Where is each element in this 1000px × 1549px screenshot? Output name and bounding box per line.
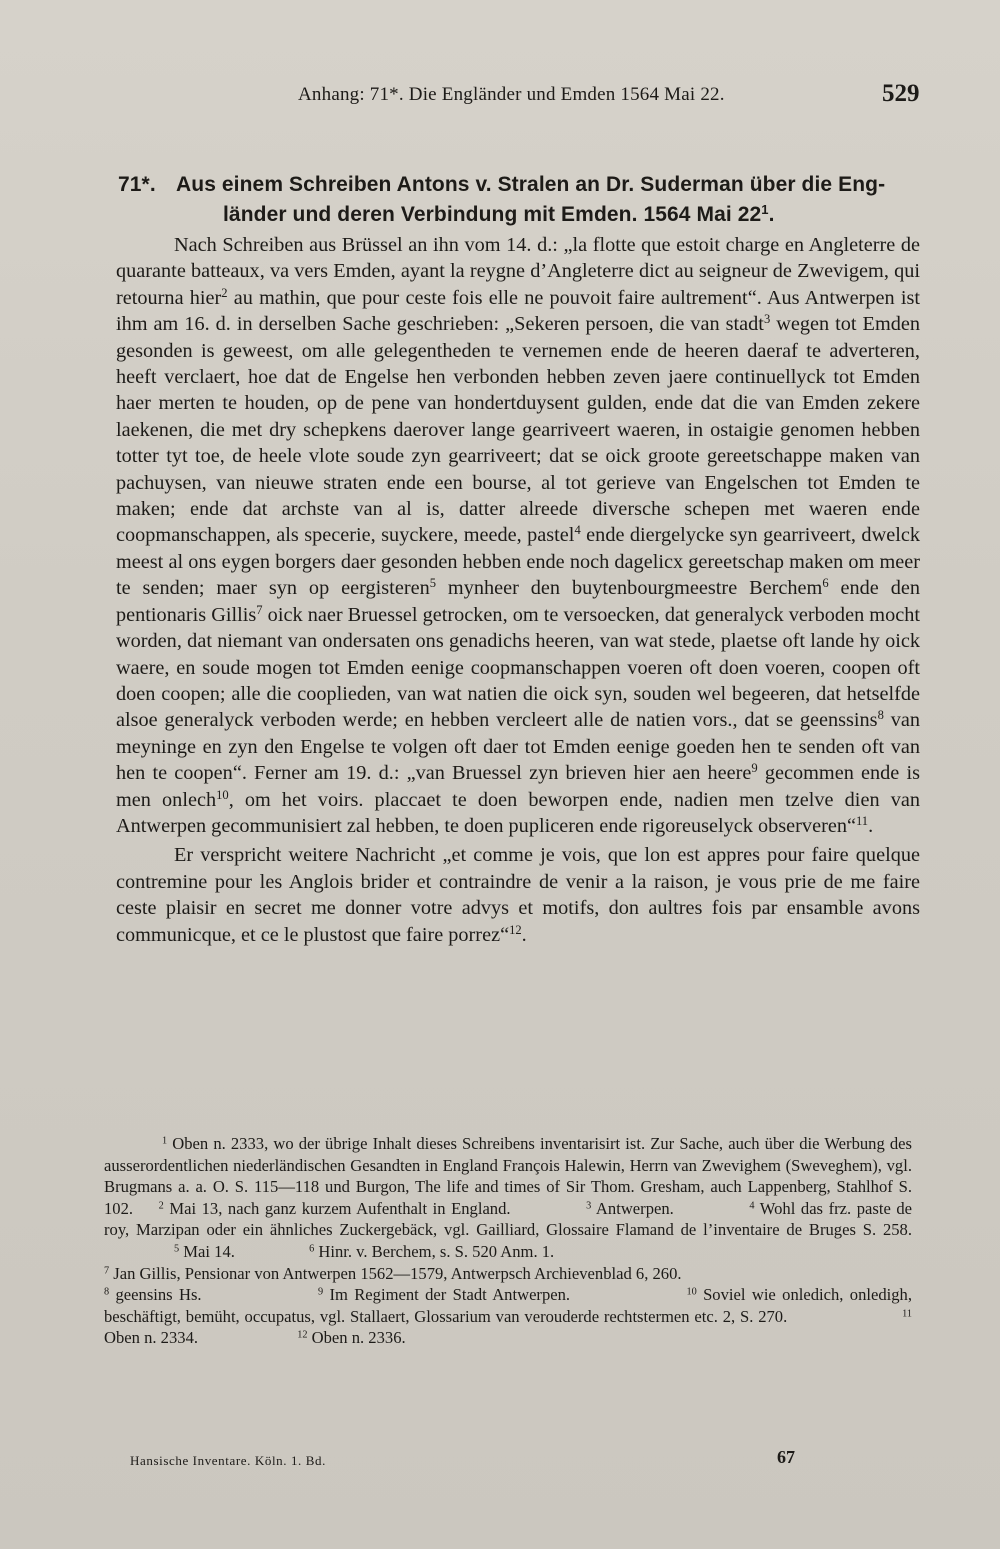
footnote-ref: 11 xyxy=(855,814,869,829)
footnote-number: 11 xyxy=(902,1308,912,1320)
footnote-number: 10 xyxy=(686,1286,697,1298)
text-run: mynheer den buytenbourgmeestre Berchem xyxy=(436,577,823,600)
sheet-number: 67 xyxy=(777,1447,795,1467)
text-run: , om het voirs. placcaet te doen beworpen ende, nadien men tzelve dien van Antwerpen gecommunisiert zal hebben, te doen pupliceren ende rigoreuselyck observeren“ xyxy=(116,788,920,837)
paragraph-2 xyxy=(116,842,920,948)
series-title: Hansische Inventare. Köln. 1. Bd. xyxy=(130,1453,326,1468)
text-run: gecommen ende is men onlech xyxy=(116,762,920,811)
heading-line-1: Aus einem Schreiben Antons v. Stralen an Dr. Suderman über die Eng- xyxy=(176,173,886,196)
text-run: . xyxy=(521,923,527,946)
footnote-number: 5 xyxy=(174,1243,180,1255)
footnote-ref: 5 xyxy=(429,576,437,591)
footnote-number: 1 xyxy=(162,1135,168,1147)
footnote-text: Soviel wie onledich, onledigh, beschäftigt, bemüht, occupatus, vgl. Stallaert, Glossarium van verouderde rechtstermen etc. 2, S. 270. xyxy=(104,1285,913,1326)
footnotes xyxy=(104,1133,912,1349)
footnote-ref: 2 xyxy=(221,285,228,300)
text-run: . xyxy=(868,814,874,837)
footnote-text: Mai 14. xyxy=(179,1241,235,1261)
footnote-text: Oben n. 2333, wo der übrige Inhalt dieses Schreibens inventarisirt ist. Zur Sache, auch über die Werbung des ausserordentlichen niederländischen Gesandten in England François Halewin, Herrn van Zwevighem (Sweveghem), vgl. Brugmans a. a. O. S. 115—118 und Burgon, The life and times of Sir Thom. Gresham, auch Lappenberg, Stahlhof S. 102. xyxy=(104,1134,912,1218)
page-footer xyxy=(0,1447,1000,1473)
text-run: van meyninge en zyn den Engelse te volgen oft daer tot Emden eenige goeden hen te senden oft van hen te coopen“. Ferner am 19. d.: „van Bruessel zyn brieven hier aen heere xyxy=(116,709,921,785)
heading-line-2: länder und deren Verbindung mit Emden. 1564 Mai 22 xyxy=(223,203,762,226)
paragraph-1 xyxy=(116,232,920,839)
footnote-block xyxy=(104,1263,912,1285)
footnote-number: 12 xyxy=(297,1329,308,1341)
footnote-ref: 6 xyxy=(822,576,829,591)
running-title: Anhang: 71*. Die Engländer und Emden 1564 Mai 22. xyxy=(298,84,725,105)
document-heading xyxy=(118,170,928,230)
text-run: Er verspricht weitere Nachricht „et comme je vois, que lon est appres pour faire quelque contremine pour les Anglois brider et contraindre de venir a la raison, je vous prie de me faire ceste plaisir en secret me donner votre advys et motifs, don aultres fois par ensamble avons communicque, et ce le plustost que faire porrez“ xyxy=(116,844,920,946)
page-header xyxy=(0,78,1000,114)
text-run: Nach Schreiben aus Brüssel an ihn vom 14. d.: „la flotte que estoit charge en Angleterre de quarante batteaux, va vers Emden, ayant la reygne d’Angleterre dict au seigneur de Zwevigem, qui retourna hier xyxy=(116,234,920,309)
body-text xyxy=(116,232,920,948)
footnote-block xyxy=(104,1284,912,1349)
footnote-text: Im Regiment der Stadt Antwerpen. xyxy=(323,1285,571,1305)
footnote-text: geensins Hs. xyxy=(109,1285,202,1305)
heading-end: . xyxy=(768,203,775,226)
footnote-ref: 4 xyxy=(574,523,581,538)
footnote-text: Jan Gillis, Pensionar von Antwerpen 1562—1579, Antwerpsch Archievenblad 6, 260. xyxy=(109,1263,682,1283)
footnote-ref: 3 xyxy=(763,312,771,327)
footnote-text: Hinr. v. Berchem, s. S. 520 Anm. 1. xyxy=(314,1241,555,1261)
footnote-number: 7 xyxy=(104,1264,110,1276)
text-run: wegen tot Emden gesonden is geweest, om alle gelegentheden te vernemen ende de heeren daeraf te adverteren, heeft verclaert, hoe dat de Engelse hen verbonden hebben zeven jaere continuellyck tot Emden haer merten te houden, op de pene van hondertduysent gulden, ende dat die van Emden zekere laekenen, die met dry schepkens daerover lange gearriveert waeren, in ostaigie genomen hebben totter tyt toe, de heele vlote soude zyn gearriveert; dat se oick groote gereetschappe maken van pachuysen, van nieuwe straten ende een bourse, al tot gerieve van Engelschen tot Emden te maken; ende dat archste van al is, datter alreede diversche schepen met waeren ende coopmanschappen, als specerie, suyckere, meede, pastel xyxy=(116,313,920,547)
footnote-block xyxy=(104,1133,912,1263)
footnote-ref: 9 xyxy=(751,761,758,776)
footnote-number: 6 xyxy=(309,1243,315,1255)
page-number: 529 xyxy=(882,80,920,107)
footnote-ref: 8 xyxy=(877,708,884,723)
footnote-number: 9 xyxy=(317,1286,324,1298)
footnote-ref: 7 xyxy=(256,602,263,617)
footnote-number: 2 xyxy=(158,1200,164,1212)
text-run: ende diergelycke syn gearriveert, dwelck meest al ons eygen borgers daer gesonden hebben ende noch dagelicx gereetschap maken om meer te senden; maer syn op eergisteren xyxy=(116,524,920,600)
footnote-number: 4 xyxy=(749,1200,755,1212)
footnote-text: Oben n. 2336. xyxy=(307,1328,406,1348)
footnote-text: Wohl das frz. paste de roy, Marzipan oder ein ähnliches Zuckergebäck, vgl. Gailliard, Glossaire Flamand de l’inventaire de Bruges S. 258. xyxy=(104,1198,913,1240)
footnote-number: 8 xyxy=(104,1286,110,1298)
footnote-text: Antwerpen. xyxy=(591,1198,674,1218)
footnote-text: Mai 13, nach ganz kurzem Aufenthalt in England. xyxy=(163,1198,511,1218)
text-run: au mathin, que pour ceste fois elle ne pouvoit faire aultrement“. Aus Antwerpen ist ihm am 16. d. in derselben Sache geschrieben: „Sekeren persoen, die van stadt xyxy=(116,286,920,336)
footnote-text: Oben n. 2334. xyxy=(104,1328,199,1348)
footnote-ref: 10 xyxy=(216,787,229,802)
document-number: 71*. xyxy=(118,173,156,196)
footnote-ref: 12 xyxy=(509,922,522,937)
footnote-number: 3 xyxy=(586,1200,592,1212)
text-run: oick naer Bruessel getrocken, om te versoecken, dat generalyck verboden mocht worden, dat niemant van ondersaten ons genadichs heeren, van wat stede, plaetse oft lande hy oick waere, en soude mogen tot Emden eenige coopmanschappen voeren oft doen voeren, coopen oft doen coopen; alle die cooplieden, van wat natien die oick syn, souden wel begeeren, dat hetselfde alsoe generalyck verboden werde; en hebben vercleert alle de natien vors., dat se geenssins xyxy=(116,603,920,732)
footnote-ref: 1 xyxy=(761,201,769,217)
text-run: ende den pentionaris Gillis xyxy=(116,577,920,626)
